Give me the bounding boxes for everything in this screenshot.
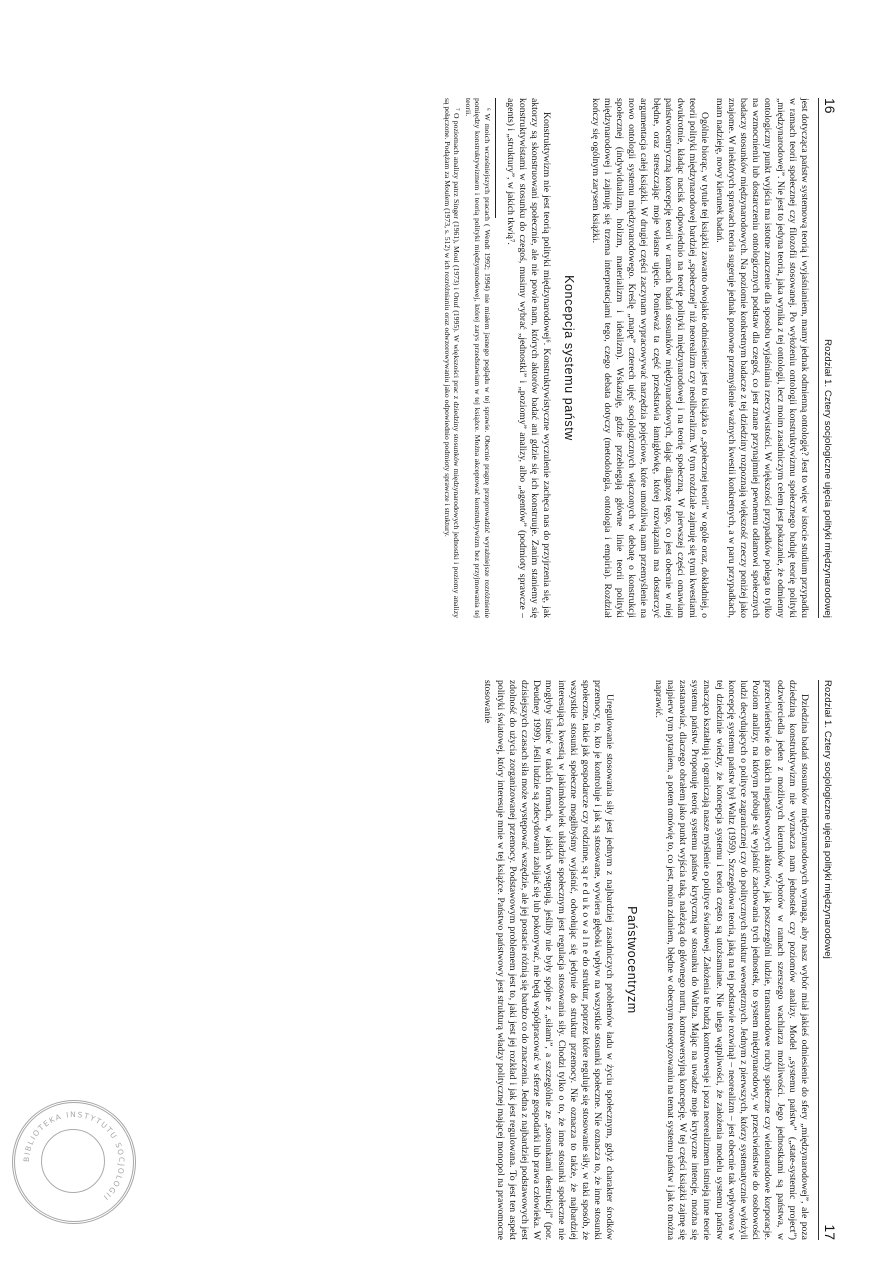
page-number: 16 (822, 98, 838, 114)
page-header (818, 680, 838, 1240)
paragraph: jest dotycząca państw systemową teorią i wyjaśnianiem, mamy jednak odmienną ontologię? Jest to więc w istocie studium przypadku w ramach teorii społecznej czy filozofii stosowanej. Po wyłożeniu ontologii konstruktywizmu społecznego buduję teorię polityki „międzynarodowej”. Nie jest to jedyna teoria, jaka wynika z tej ontologii, lecz moim zasadniczym celem jest pokazanie, że odmienny ontologiczny punkt wyjścia ma istotne znaczenie dla sposobu wyjaśniania rzeczywistości. W większości przypadków polega to tylko na wzmocnieniu lub dostarczeniu ontologicznych podstaw dla czegoś, co jest znane przynajmniej pewnemu odłamowi społecznych badaczy stosunków międzynarodowych. Na poziomie konkretnym badacze z tej dziedziny rozpoznają większość rzeczy poniżej jako znajome. W niektórych sprawach teoria sugeruje jednak ponowne przemyślenie ważnych kwestii konkretnych, a w paru przypadkach, mam nadzieję, nowy kierunek badań. (713, 98, 810, 618)
page-17 (48, 680, 838, 1240)
running-head: Rozdział 1. Cztery socjologiczne ujęcia polityki międzynarodowej (822, 680, 833, 959)
svg-text:BIBLIOTEKA INSTYTUTU SOCJOLOGI: BIBLIOTEKA INSTYTUTU SOCJOLOGII (21, 1109, 127, 1203)
running-head: Rozdział 1. Cztery socjologiczne ujęcia polityki międzynarodowej (822, 339, 833, 618)
footnote-rule (495, 98, 496, 218)
paragraph: Ogólnie biorąc, w tytule tej książki zawarto dwojakie odniesienie: jest to książka o „społecznej teorii” w ogóle oraz, dokładniej, o teorii polityki międzynarodowej bardziej „społecznej” niż neorealizm czy neoliberalizm. W tym rozdziale zajmuję się tymi kwestiami dwukrotnie, kładąc nacisk odpowiednio na teorię polityki międzynarodowej i na teorię społeczną. W pierwszej części omawiam państwocentryczną koncepcję teorii w ramach badań stosunków międzynarodowych, dając diagnozę tego, co jest obecnie w niej błędne, oraz streszczając moje własne ujęcie. Ponieważ ta część przedstawia łamigłówkę, której rozwiązania ma dostarczyć argumentacja całej książki. W drugiej części zaczynam wypracowywać narzędzia pojęciowe, które umożliwią nam przemyślenie na nowo ontologii systemu międzynarodowego. Kreślę „mapę” czterech ujęć socjologicznych włączonych w debatę o konstrukcji społecznej (indywidualizm, holizm, materializm i idealizm). Wskazuję, gdzie przebiegają główne linie teorii polityki międzynarodowej i zajmuję się trzema interpretacjami tego, czego debata dotyczy (metodologia, ontologia i empiria). Rozdział kończy się ogólnym zarysem książki. (589, 98, 711, 618)
page-number: 17 (822, 1224, 838, 1240)
footnote: ⁶ W moich wcześniejszych pracach ( Wendt 1992; 1994) nie miałem jasnego poglądu w tej sprawie. Obecnie pragnę przeprowadzić wyraźniejsze rozróżnienie pomiędzy konstruktywizmem i teorią polityki międzynarodowej, której zarys przedstawiam w tej książce. Można akceptować konstruktywizm bez przyjmowania tej teorii. (463, 98, 492, 618)
paragraph: Konstruktywizm nie jest teorią polityki międzynarodowej⁶. Konstruktywistyczne wyczulenie zachęca nas do przyjrzenia się, jak aktorzy są skonstruowani społecznie, ale nie powie nam, których aktorów badać ani gdzie się ich konstruuje. Zanim staniemy się konstruktywistami w stosunku do czegoś, musimy wybrać „jednostki” i „poziomy” analizy, albo „agentów” (podmioty sprawcze – agents) i „struktury”, w jakich tkwią⁷. (504, 98, 553, 618)
page-16 (48, 98, 838, 618)
footnote: ⁷ O poziomach analizy patrz Singer (1961), Moul (1973) i Onuf (1995). W większości prac z dziedziny stosunków międzynarodowych jednostki i poziomy analizy są połączone. Podążam za Moulem (1973, s. 512) w ich rozróżnianiu oraz odwzorowywaniu jako odpowiednio podmioty sprawcze i struktury. (442, 98, 462, 618)
paragraph: Uregulowanie stosowania siły jest jednym z najbardziej zasadniczych problemów ładu w życiu społecznym, gdyż charakter środków przemocy, to, kto je kontroluje i jak są stosowane, wywiera głęboki wpływ na wszystkie stosunki społeczne. Nie oznacza to, że inne stosunki społeczne, takie jak gospodarcze czy rodzinne, są r e d u k o w a l n e do struktur, poprzez które reguluje się stosowanie siły, w taki sposób, że wszystkie stosunki społeczne mogłibyśmy wyjaśnić, odwołując się jedynie do struktur przemocy. Nie oznacza to także, że najbardziej interesującą kwestią w jakimkolwiek układzie społecznym jest regulacja stosowania siły. Chodzi tylko o to, że inne stosunki społeczne nie mogłyby istnieć w takich formach, w jakich występują, jeśliby nie były spójne z „siłami”, a szczególnie ze „stosunkami destrukcji” (por. Deudney 1999). Jeśli ludzie są zdecydowani zabijać się lub pokonywać, nie będą współpracować w sferze gospodarki lub prawa człowieka. W dzisiejszych czasach siła może występować wszędzie, ale jej postacie różnią się bardzo co do znaczenia. Jedna z najbardziej podstawowych jest zdolność do użycia zorganizowanej przemocy. Podstawowym problemem jest to, jaki jest jej rozkład i jak jest regulowana. To jest ten aspekt polityki światowej, który interesuje mnie w tej książce. Państwo państwowy jest strukturą władzy politycznej mającej monopol na prawomocne stosowanie (482, 680, 616, 1240)
section-heading: Koncepcja systemu państw (562, 275, 577, 441)
section-heading: Państwocentryzm (625, 906, 640, 1014)
library-stamp (12, 1100, 136, 1224)
paragraph: Dziedzina badań stosunków międzynarodowych wymaga, aby nasz wybór miał jakieś odniesienie do sfery „międzynarodowej”, ale poza dziedziną konstruktywizm nie wyznacza nam jednostek czy poziomów analizy. Model „systemu państw” („state-systemic project”) odzwierciedla jeden z możliwych kierunków wyborów w ramach szerszego wachlarza możliwości. Jego jednostkami są państwa, w przeciwieństwie do takich niepaństwowych aktorów, jak poszczególni ludzie, transnarodowe ruchy społeczne czy wielonarodowe korporacje. Poziom analizy, na którym próbuje się wyjaśnić zachowania tych jednostek, to system międzynarodowy, w przeciwieństwie do osobowości ludzi decydujących o polityce zagranicznej czy do politycznych struktur wewnętrznych. Jednym z pierwszych, którzy systematycznie wyłożyli koncepcję systemu państw był Waltz (1959). Szczegółowa teoria, jaką na tej podstawie rozwinął – neorealizm – jest obecnie tak wpływowa w tej dziedzinie wiedzy, że koncepcja systemu i teoria często są utożsamiane. Nie ulega wątpliwości, że założenia modelu systemu państw znacząco kształtują i ograniczają nasze myślenie o polityce światowej. Założenia te budzą kontrowersje i poza neorealizmem istnieją inne teorie systemu państw. Proponuję teorię systemu państw krytyczną w stosunku do Waltza. Mając na uwadze moje krytyczne intencje, można się zastanawiać, dlaczego obrałem jako punkt wyjścia taką, należącą do głównego nurtu, kontrowersyjną koncepcję. W tej części książki zajmę się najpierw tym pytaniem, a potem omówię to, co jest, moim zdaniem, błędne w obecnym teoretyzowaniu na temat systemu państw i jak to można naprawić. (652, 680, 810, 1240)
page-header (818, 98, 838, 618)
stamp-seal-icon (15, 1103, 133, 1221)
